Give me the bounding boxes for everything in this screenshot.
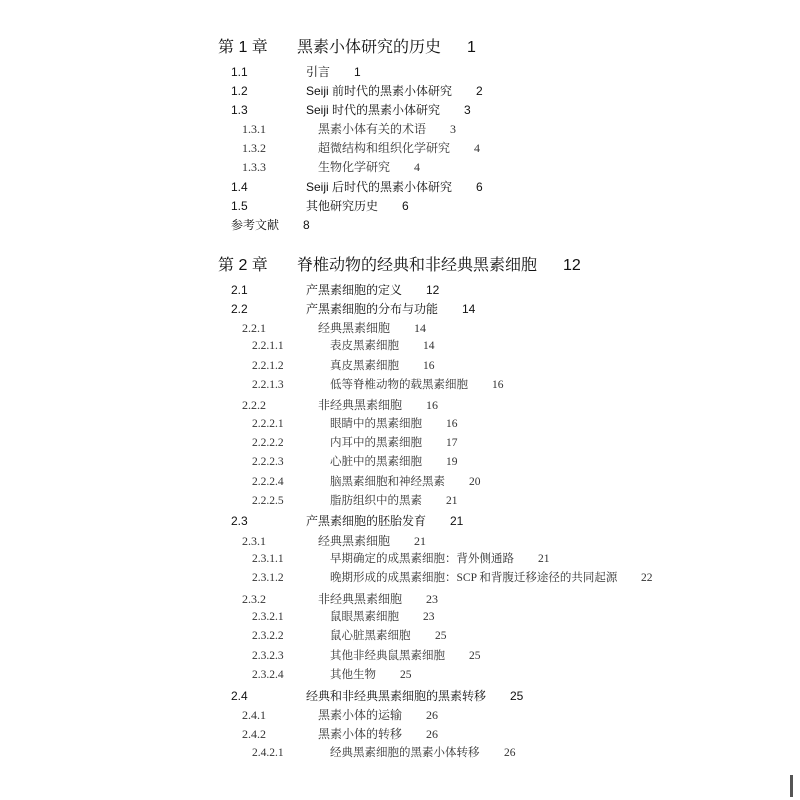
toc-entry-title: 眼睛中的黑素细胞 — [330, 418, 422, 430]
toc-entry-title: 经典黑素细胞 — [318, 321, 391, 335]
toc-entry-number: 2.2.2.4 — [252, 476, 284, 488]
toc-entry-number: 第 2 章 — [218, 257, 268, 274]
toc-entry-title: Seiji 前时代的黑素小体研究 — [306, 84, 453, 98]
toc-entry-page: 2 — [476, 84, 483, 98]
toc-entry-number: 2.3.1 — [242, 534, 266, 548]
toc-entry-number: 2.4.2 — [242, 727, 266, 741]
toc-entry-title: 黑素小体有关的术语 — [318, 122, 427, 136]
toc-entry-number: 1.5 — [231, 199, 248, 213]
toc-entry-page: 3 — [464, 103, 471, 117]
toc-entry-title: 经典和非经典黑素细胞的黑素转移 — [306, 689, 487, 703]
toc-entry-title: 表皮黑素细胞 — [330, 340, 399, 352]
toc-entry-title: 产黑素细胞的胚胎发育 — [306, 514, 427, 528]
toc-entry-page: 20 — [469, 476, 481, 488]
toc-entry-title: 内耳中的黑素细胞 — [330, 437, 422, 449]
toc-entry-page: 21 — [450, 514, 464, 528]
toc-entry-page: 1 — [354, 65, 361, 79]
toc-entry-page: 12 — [426, 283, 440, 297]
toc-entry-page: 14 — [414, 321, 426, 335]
toc-entry-number: 2.3.2.1 — [252, 611, 284, 623]
toc-entry-page: 12 — [563, 257, 581, 274]
toc-entry-title: 其他生物 — [330, 669, 376, 681]
toc-entry-number: 2.2.2.2 — [252, 437, 284, 449]
toc-entry-number: 2.2.2.3 — [252, 456, 284, 468]
toc-entry-page: 16 — [426, 398, 438, 412]
toc-entry-number: 2.3.1.1 — [252, 553, 284, 565]
toc-entry-number: 2.3.2.4 — [252, 669, 284, 681]
toc-entry-number: 2.3.2 — [242, 592, 266, 606]
toc-entry-page: 1 — [467, 39, 476, 56]
toc-entry-number: 2.2 — [231, 302, 248, 316]
toc-entry-page: 14 — [462, 302, 476, 316]
toc-entry-number: 2.3.2.2 — [252, 630, 284, 642]
toc-entry-title: 鼠眼黑素细胞 — [330, 611, 399, 623]
toc-entry-page: 6 — [476, 180, 483, 194]
toc-entry-number: 1.3 — [231, 103, 248, 117]
toc-entry-title: 产黑素细胞的分布与功能 — [306, 302, 439, 316]
toc-entry-title: Seiji 时代的黑素小体研究 — [306, 103, 441, 117]
toc-entry-title: 脂肪组织中的黑素 — [330, 495, 422, 507]
toc-entry-number: 1.3.1 — [242, 122, 266, 136]
toc-entry-title: 心脏中的黑素细胞 — [330, 456, 422, 468]
toc-entry-number: 1.3.2 — [242, 141, 266, 155]
toc-entry-page: 14 — [423, 340, 435, 352]
toc-entry-page: 26 — [504, 747, 516, 759]
toc-entry-number: 2.4.1 — [242, 708, 266, 722]
toc-entry-number: 2.3.2.3 — [252, 650, 284, 662]
toc-entry-number: 2.3.1.2 — [252, 572, 284, 584]
toc-entry-number: 2.3 — [231, 514, 248, 528]
toc-entry-page: 23 — [423, 611, 435, 623]
toc-entry-title: 黑素小体的运输 — [318, 708, 403, 722]
toc-entry-number: 2.4.2.1 — [252, 747, 284, 759]
toc-entry-title: 非经典黑素细胞 — [318, 592, 403, 606]
toc-entry-title: 黑素小体的转移 — [318, 727, 403, 741]
toc-entry-page: 26 — [426, 708, 438, 722]
toc-entry-number: 参考文献 — [231, 218, 280, 232]
toc-entry-title: 经典黑素细胞的黑素小体转移 — [330, 747, 480, 759]
toc-entry-number: 2.2.1 — [242, 321, 266, 335]
toc-entry-page: 25 — [469, 650, 481, 662]
toc-entry-title: 生物化学研究 — [318, 160, 391, 174]
toc-entry-title: 低等脊椎动物的载黑素细胞 — [330, 379, 468, 391]
toc-entry-page: 21 — [414, 534, 426, 548]
toc-entry-title: 其他研究历史 — [306, 199, 379, 213]
toc-entry-page: 3 — [450, 122, 456, 136]
toc-entry-page: 25 — [435, 630, 447, 642]
toc-entry-number: 1.2 — [231, 84, 248, 98]
toc-entry-page: 6 — [402, 199, 409, 213]
toc-entry-page: 17 — [446, 437, 458, 449]
toc-entry-title: 经典黑素细胞 — [318, 534, 391, 548]
toc-entry-number: 2.2.1.3 — [252, 379, 284, 391]
toc-entry-title: 真皮黑素细胞 — [330, 360, 399, 372]
toc-entry-number: 2.2.2.1 — [252, 418, 284, 430]
toc-entry-page: 19 — [446, 456, 458, 468]
toc-entry-number: 2.4 — [231, 689, 248, 703]
toc-entry-page: 23 — [426, 592, 438, 606]
toc-entry-page: 22 — [641, 572, 653, 584]
toc-entry-number: 2.2.2.5 — [252, 495, 284, 507]
toc-entry-page: 26 — [426, 727, 438, 741]
page-edge-mark — [790, 775, 793, 797]
toc-entry-number: 2.2.1.1 — [252, 340, 284, 352]
toc-entry-number: 2.1 — [231, 283, 248, 297]
toc-entry-page: 21 — [446, 495, 458, 507]
toc-entry-title: 超微结构和组织化学研究 — [318, 141, 451, 155]
toc-entry-page: 16 — [446, 418, 458, 430]
toc-entry-title: 脑黑素细胞和神经黑素 — [330, 476, 445, 488]
toc-entry-number: 1.4 — [231, 180, 248, 194]
toc-entry-page: 8 — [303, 218, 310, 232]
toc-entry-page: 16 — [423, 360, 435, 372]
toc-entry-number: 第 1 章 — [218, 39, 268, 56]
toc-entry-page: 4 — [414, 160, 420, 174]
toc-entry-number: 1.3.3 — [242, 160, 266, 174]
toc-entry-title: 晚期形成的成黑素细胞：SCP 和背腹迁移途径的共同起源 — [330, 572, 618, 584]
toc-entry-title: 非经典黑素细胞 — [318, 398, 403, 412]
toc-entry-title: 引言 — [306, 65, 331, 79]
toc-entry-number: 1.1 — [231, 65, 248, 79]
toc-entry-page: 16 — [492, 379, 504, 391]
toc-entry-title: 黑素小体研究的历史 — [297, 39, 442, 56]
toc-entry-title: 鼠心脏黑素细胞 — [330, 630, 411, 642]
toc-entry-title: 其他非经典鼠黑素细胞 — [330, 650, 445, 662]
toc-entry-title: Seiji 后时代的黑素小体研究 — [306, 180, 453, 194]
toc-entry-page: 25 — [400, 669, 412, 681]
toc-entry-page: 21 — [538, 553, 550, 565]
toc-entry-number: 2.2.2 — [242, 398, 266, 412]
toc-entry-title: 产黑素细胞的定义 — [306, 283, 403, 297]
toc-entry-title: 脊椎动物的经典和非经典黑素细胞 — [297, 257, 538, 274]
toc-entry-number: 2.2.1.2 — [252, 360, 284, 372]
toc-entry-title: 早期确定的成黑素细胞：背外侧通路 — [330, 553, 514, 565]
toc-entry-page: 4 — [474, 141, 480, 155]
toc-entry-page: 25 — [510, 689, 524, 703]
